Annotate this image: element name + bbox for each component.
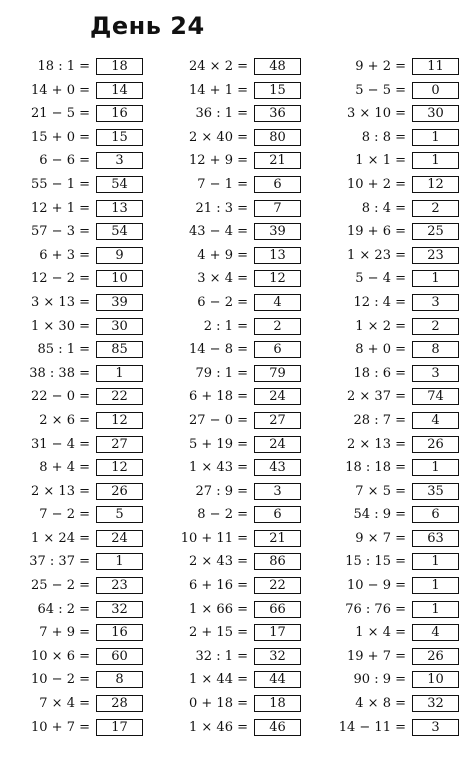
page-title: День 24 xyxy=(90,12,205,40)
answer-box[interactable]: 3 xyxy=(412,365,459,382)
exercise-row xyxy=(316,504,466,528)
answer-box[interactable]: 54 xyxy=(96,223,143,240)
answer-box[interactable]: 3 xyxy=(254,483,301,500)
expression: 7 + 9 = xyxy=(39,625,90,641)
expression: 25 − 2 = xyxy=(31,578,90,594)
answer-box[interactable]: 1 xyxy=(412,270,459,287)
expression: 7 − 1 = xyxy=(197,176,248,192)
answer-box[interactable]: 1 xyxy=(412,553,459,570)
answer-box[interactable]: 28 xyxy=(96,695,143,712)
exercise-row xyxy=(316,174,466,198)
expression: 19 + 6 = xyxy=(347,224,406,240)
exercise-row xyxy=(316,481,466,505)
expression: 54 : 9 = xyxy=(353,507,406,523)
exercise-row xyxy=(0,316,150,340)
exercise-row xyxy=(0,174,150,198)
expression: 2 + 15 = xyxy=(189,625,248,641)
expression: 12 : 4 = xyxy=(353,294,406,310)
expression: 10 − 2 = xyxy=(31,672,90,688)
exercise-row xyxy=(0,481,150,505)
answer-box[interactable]: 16 xyxy=(96,624,143,641)
expression: 5 + 19 = xyxy=(189,436,248,452)
exercise-row xyxy=(0,693,150,717)
answer-box[interactable]: 3 xyxy=(96,152,143,169)
answer-box[interactable]: 60 xyxy=(96,648,143,665)
exercise-row xyxy=(158,457,308,481)
answer-box[interactable]: 23 xyxy=(412,247,459,264)
expression: 1 × 24 = xyxy=(31,530,90,546)
expression: 32 : 1 = xyxy=(195,648,248,664)
expression: 1 × 1 = xyxy=(355,153,406,169)
exercise-row xyxy=(158,198,308,222)
exercise-row xyxy=(0,434,150,458)
expression: 14 + 1 = xyxy=(189,82,248,98)
expression: 15 + 0 = xyxy=(31,129,90,145)
exercise-row xyxy=(0,268,150,292)
expression: 22 − 0 = xyxy=(31,389,90,405)
answer-box[interactable]: 12 xyxy=(96,459,143,476)
expression: 8 : 8 = xyxy=(361,129,406,145)
expression: 9 + 2 = xyxy=(355,59,406,74)
answer-box[interactable]: 25 xyxy=(412,223,459,240)
exercise-row xyxy=(316,457,466,481)
exercise-row xyxy=(316,693,466,717)
answer-box[interactable]: 4 xyxy=(254,294,301,311)
expression: 85 : 1 = xyxy=(37,342,90,358)
expression: 19 + 7 = xyxy=(347,648,406,664)
answer-box[interactable]: 43 xyxy=(254,459,301,476)
expression: 28 : 7 = xyxy=(353,412,406,428)
expression: 2 × 13 = xyxy=(31,483,90,499)
exercise-row xyxy=(158,622,308,646)
exercise-row xyxy=(0,622,150,646)
exercise-row xyxy=(0,599,150,623)
expression: 3 × 13 = xyxy=(31,294,90,310)
exercise-row xyxy=(158,646,308,670)
answer-box[interactable]: 12 xyxy=(96,412,143,429)
expression: 6 + 16 = xyxy=(189,578,248,594)
exercise-row xyxy=(0,504,150,528)
answer-box[interactable]: 21 xyxy=(254,152,301,169)
exercise-row xyxy=(158,551,308,575)
expression: 18 : 1 = xyxy=(37,59,90,74)
answer-box[interactable]: 27 xyxy=(96,436,143,453)
expression: 64 : 2 = xyxy=(37,601,90,617)
expression: 7 − 2 = xyxy=(39,507,90,523)
answer-box[interactable]: 12 xyxy=(254,270,301,287)
exercise-row xyxy=(0,245,150,269)
answer-box[interactable]: 10 xyxy=(96,270,143,287)
exercise-row xyxy=(158,669,308,693)
answer-box[interactable]: 9 xyxy=(96,247,143,264)
expression: 5 − 5 = xyxy=(355,82,406,98)
answer-box[interactable]: 22 xyxy=(96,388,143,405)
answer-box[interactable]: 1 xyxy=(412,601,459,618)
exercise-row xyxy=(316,292,466,316)
exercise-row xyxy=(0,575,150,599)
expression: 55 − 1 = xyxy=(31,176,90,192)
exercise-row xyxy=(158,56,308,80)
exercise-row xyxy=(316,221,466,245)
answer-box[interactable]: 12 xyxy=(412,176,459,193)
exercise-row xyxy=(0,103,150,127)
exercise-row xyxy=(316,150,466,174)
expression: 8 + 4 = xyxy=(39,460,90,476)
expression: 3 × 4 = xyxy=(197,271,248,287)
expression: 21 − 5 = xyxy=(31,106,90,122)
answer-box[interactable]: 7 xyxy=(254,200,301,217)
exercise-row xyxy=(158,339,308,363)
expression: 1 × 23 = xyxy=(347,247,406,263)
expression: 1 × 43 = xyxy=(189,460,248,476)
expression: 21 : 3 = xyxy=(195,200,248,216)
exercise-row xyxy=(316,575,466,599)
answer-box[interactable]: 13 xyxy=(254,247,301,264)
answer-box[interactable]: 13 xyxy=(96,200,143,217)
expression: 38 : 38 = xyxy=(29,365,90,381)
expression: 10 + 7 = xyxy=(31,719,90,735)
expression: 4 + 9 = xyxy=(197,247,248,263)
exercise-row xyxy=(0,221,150,245)
exercise-row xyxy=(0,292,150,316)
expression: 12 − 2 = xyxy=(31,271,90,287)
expression: 7 × 4 = xyxy=(39,696,90,712)
exercise-row xyxy=(158,174,308,198)
answer-box[interactable]: 26 xyxy=(96,483,143,500)
exercise-row xyxy=(0,717,150,741)
expression: 2 × 43 = xyxy=(189,554,248,570)
answer-box[interactable]: 44 xyxy=(254,671,301,688)
exercise-row xyxy=(316,80,466,104)
exercise-row xyxy=(158,245,308,269)
expression: 90 : 9 = xyxy=(353,672,406,688)
exercise-row xyxy=(316,245,466,269)
exercise-row xyxy=(316,717,466,741)
answer-box[interactable]: 66 xyxy=(254,601,301,618)
exercise-row xyxy=(316,386,466,410)
exercise-row xyxy=(316,103,466,127)
answer-box[interactable]: 6 xyxy=(254,341,301,358)
exercise-row xyxy=(158,292,308,316)
answer-box[interactable]: 63 xyxy=(412,530,459,547)
expression: 36 : 1 = xyxy=(195,106,248,122)
expression: 43 − 4 = xyxy=(189,224,248,240)
answer-box[interactable]: 35 xyxy=(412,483,459,500)
exercise-row xyxy=(0,56,150,80)
exercise-row xyxy=(158,268,308,292)
exercise-row xyxy=(0,339,150,363)
expression: 14 + 0 = xyxy=(31,82,90,98)
exercise-row xyxy=(0,363,150,387)
exercise-column xyxy=(316,56,466,740)
exercise-row xyxy=(0,528,150,552)
answer-box[interactable]: 30 xyxy=(412,105,459,122)
expression: 14 − 8 = xyxy=(189,342,248,358)
answer-box[interactable]: 10 xyxy=(412,671,459,688)
expression: 9 × 7 = xyxy=(355,530,406,546)
exercise-row xyxy=(0,457,150,481)
expression: 76 : 76 = xyxy=(345,601,406,617)
answer-box[interactable]: 5 xyxy=(96,506,143,523)
answer-box[interactable]: 30 xyxy=(96,318,143,335)
answer-box[interactable]: 23 xyxy=(96,577,143,594)
exercise-row xyxy=(316,434,466,458)
exercise-row xyxy=(316,599,466,623)
exercise-row xyxy=(158,410,308,434)
exercise-row xyxy=(316,127,466,151)
exercise-row xyxy=(316,56,466,80)
exercise-row xyxy=(316,316,466,340)
answer-box[interactable]: 39 xyxy=(96,294,143,311)
answer-box[interactable]: 26 xyxy=(412,648,459,665)
expression: 57 − 3 = xyxy=(31,224,90,240)
exercise-row xyxy=(158,316,308,340)
answer-box[interactable]: 15 xyxy=(96,129,143,146)
exercise-row xyxy=(158,434,308,458)
exercise-row xyxy=(0,410,150,434)
exercise-row xyxy=(0,551,150,575)
exercise-row xyxy=(316,622,466,646)
answer-box[interactable]: 86 xyxy=(254,553,301,570)
answer-box[interactable]: 3 xyxy=(412,719,459,736)
answer-box[interactable]: 4 xyxy=(412,412,459,429)
expression: 1 × 4 = xyxy=(355,625,406,641)
expression: 1 × 30 = xyxy=(31,318,90,334)
expression: 15 : 15 = xyxy=(345,554,406,570)
answer-box[interactable]: 1 xyxy=(412,152,459,169)
exercise-row xyxy=(316,268,466,292)
exercise-row xyxy=(316,339,466,363)
expression: 8 − 2 = xyxy=(197,507,248,523)
answer-box[interactable]: 8 xyxy=(412,341,459,358)
expression: 79 : 1 = xyxy=(195,365,248,381)
answer-box[interactable]: 74 xyxy=(412,388,459,405)
exercise-row xyxy=(0,198,150,222)
exercise-row xyxy=(158,103,308,127)
expression: 6 − 2 = xyxy=(197,294,248,310)
answer-box[interactable]: 17 xyxy=(96,719,143,736)
exercise-row xyxy=(158,481,308,505)
expression: 2 × 13 = xyxy=(347,436,406,452)
expression: 1 × 66 = xyxy=(189,601,248,617)
expression: 5 − 4 = xyxy=(355,271,406,287)
exercise-row xyxy=(158,504,308,528)
expression: 18 : 18 = xyxy=(345,460,406,476)
answer-box[interactable]: 14 xyxy=(96,82,143,99)
answer-box[interactable]: 21 xyxy=(254,530,301,547)
expression: 0 + 18 = xyxy=(189,696,248,712)
answer-box[interactable]: 85 xyxy=(96,341,143,358)
answer-box[interactable]: 32 xyxy=(254,648,301,665)
exercise-row xyxy=(0,386,150,410)
exercise-row xyxy=(0,127,150,151)
expression: 14 − 11 = xyxy=(338,719,406,735)
expression: 6 + 3 = xyxy=(39,247,90,263)
answer-box[interactable]: 26 xyxy=(412,436,459,453)
answer-box[interactable]: 39 xyxy=(254,223,301,240)
answer-box[interactable]: 2 xyxy=(254,318,301,335)
expression: 2 × 6 = xyxy=(39,412,90,428)
answer-box[interactable]: 48 xyxy=(254,58,301,75)
exercise-row xyxy=(316,528,466,552)
answer-box[interactable]: 18 xyxy=(254,695,301,712)
exercise-row xyxy=(316,669,466,693)
expression: 6 + 18 = xyxy=(189,389,248,405)
answer-box[interactable]: 80 xyxy=(254,129,301,146)
exercise-row xyxy=(316,551,466,575)
exercise-row xyxy=(158,599,308,623)
answer-box[interactable]: 8 xyxy=(96,671,143,688)
answer-box[interactable]: 2 xyxy=(412,200,459,217)
answer-box[interactable]: 1 xyxy=(412,129,459,146)
answer-box[interactable]: 24 xyxy=(96,530,143,547)
expression: 24 × 2 = xyxy=(189,59,248,74)
answer-box[interactable]: 54 xyxy=(96,176,143,193)
exercise-row xyxy=(316,363,466,387)
answer-box[interactable]: 24 xyxy=(254,388,301,405)
answer-box[interactable]: 6 xyxy=(412,506,459,523)
answer-box[interactable]: 3 xyxy=(412,294,459,311)
expression: 8 : 4 = xyxy=(361,200,406,216)
exercise-row xyxy=(316,410,466,434)
answer-box[interactable]: 6 xyxy=(254,176,301,193)
answer-box[interactable]: 2 xyxy=(412,318,459,335)
exercise-row xyxy=(158,150,308,174)
exercise-row xyxy=(158,80,308,104)
answer-box[interactable]: 18 xyxy=(96,58,143,75)
expression: 12 + 1 = xyxy=(31,200,90,216)
answer-box[interactable]: 1 xyxy=(96,553,143,570)
expression: 10 + 2 = xyxy=(347,176,406,192)
expression: 2 × 40 = xyxy=(189,129,248,145)
expression: 1 × 2 = xyxy=(355,318,406,334)
expression: 3 × 10 = xyxy=(347,106,406,122)
expression: 18 : 6 = xyxy=(353,365,406,381)
answer-box[interactable]: 32 xyxy=(96,601,143,618)
expression: 7 × 5 = xyxy=(355,483,406,499)
answer-box[interactable]: 1 xyxy=(412,459,459,476)
exercise-row xyxy=(158,127,308,151)
exercise-row xyxy=(158,528,308,552)
answer-box[interactable]: 79 xyxy=(254,365,301,382)
exercise-column xyxy=(158,56,308,740)
answer-box[interactable]: 6 xyxy=(254,506,301,523)
exercise-row xyxy=(158,363,308,387)
expression: 1 × 44 = xyxy=(189,672,248,688)
exercise-row xyxy=(158,693,308,717)
answer-box[interactable]: 16 xyxy=(96,105,143,122)
answer-box[interactable]: 1 xyxy=(412,577,459,594)
answer-box[interactable]: 32 xyxy=(412,695,459,712)
expression: 4 × 8 = xyxy=(355,696,406,712)
expression: 2 : 1 = xyxy=(203,318,248,334)
expression: 10 × 6 = xyxy=(31,648,90,664)
expression: 12 + 9 = xyxy=(189,153,248,169)
exercise-row xyxy=(158,575,308,599)
expression: 10 − 9 = xyxy=(347,578,406,594)
expression: 31 − 4 = xyxy=(31,436,90,452)
answer-box[interactable]: 0 xyxy=(412,82,459,99)
answer-box[interactable]: 17 xyxy=(254,624,301,641)
answer-box[interactable]: 4 xyxy=(412,624,459,641)
exercise-column xyxy=(0,56,150,740)
answer-box[interactable]: 24 xyxy=(254,436,301,453)
answer-box[interactable]: 15 xyxy=(254,82,301,99)
expression: 37 : 37 = xyxy=(29,554,90,570)
expression: 6 − 6 = xyxy=(39,153,90,169)
expression: 27 : 9 = xyxy=(195,483,248,499)
expression: 27 − 0 = xyxy=(189,412,248,428)
exercise-row xyxy=(316,646,466,670)
answer-box[interactable]: 46 xyxy=(254,719,301,736)
expression: 1 × 46 = xyxy=(189,719,248,735)
answer-box[interactable]: 11 xyxy=(412,58,459,75)
answer-box[interactable]: 22 xyxy=(254,577,301,594)
expression: 10 + 11 = xyxy=(180,530,248,546)
exercise-row xyxy=(0,80,150,104)
answer-box[interactable]: 1 xyxy=(96,365,143,382)
exercise-row xyxy=(0,669,150,693)
exercise-row xyxy=(0,646,150,670)
exercise-row xyxy=(158,221,308,245)
exercise-row xyxy=(158,386,308,410)
exercise-row xyxy=(316,198,466,222)
answer-box[interactable]: 36 xyxy=(254,105,301,122)
exercise-row xyxy=(0,150,150,174)
expression: 2 × 37 = xyxy=(347,389,406,405)
answer-box[interactable]: 27 xyxy=(254,412,301,429)
exercise-row xyxy=(158,717,308,741)
expression: 8 + 0 = xyxy=(355,342,406,358)
